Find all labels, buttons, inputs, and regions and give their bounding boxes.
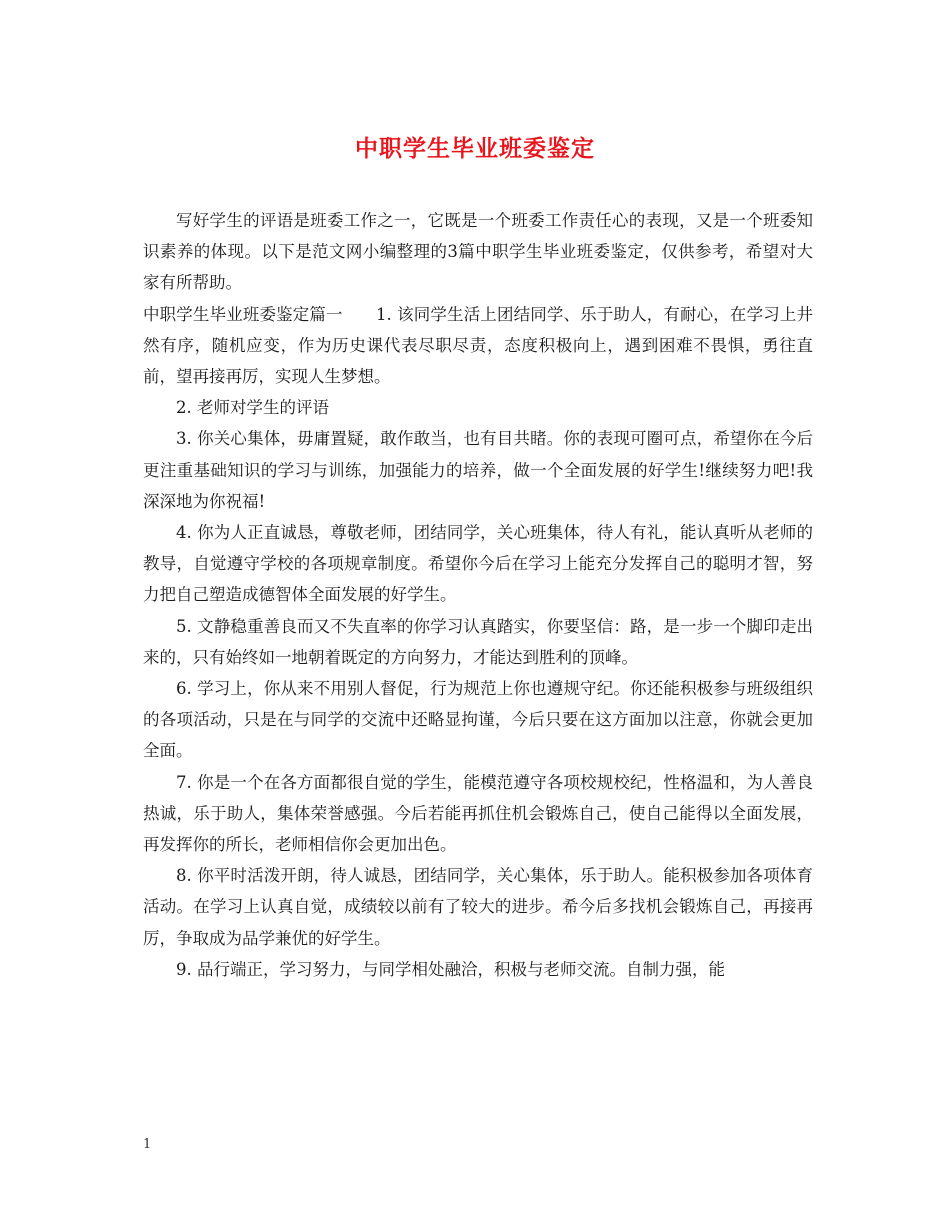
list-item-4: 4. 你为人正直诚恳，尊敬老师，团结同学，关心班集体，待人有礼，能认真听从老师的教导，自觉遵守学校的各项规章制度。希望你今后在学习上能充分发挥自己的聪明才智，努力把自己塑造成德智体全面发展的好学生。 bbox=[143, 523, 813, 605]
document-title: 中职学生毕业班委鉴定 bbox=[355, 135, 595, 162]
list-item-8: 8. 你平时活泼开朗，待人诚恳，团结同学，关心集体，乐于助人。能积极参加各项体育活动。在学习上认真自觉，成绩较以前有了较大的进步。希今后多找机会锻炼自己，再接再厉，争取成为品学兼优的好学生。 bbox=[143, 866, 813, 948]
section-one-paragraph: 中职学生毕业班委鉴定篇一 1. 该同学生活上团结同学、乐于助人，有耐心，在学习上井然有序，随机应变，作为历史课代表尽职尽责，态度积极向上，遇到困难不畏惧，勇往直前，望再接再厉，实现人生梦想。 bbox=[143, 304, 813, 387]
document-body bbox=[143, 205, 813, 985]
list-item-6: 6. 学习上，你从来不用别人督促，行为规范上你也遵规守纪。你还能积极参与班级组织的各项活动，只是在与同学的交流中还略显拘谨，今后只要在这方面加以注意，你就会更加全面。 bbox=[143, 679, 813, 761]
list-item-2: 2. 老师对学生的评语 bbox=[176, 398, 329, 418]
list-item-3: 3. 你关心集体，毋庸置疑，敢作敢当，也有目共睹。你的表现可圈可点，希望你在今后更注重基础知识的学习与训练，加强能力的培养，做一个全面发展的好学生!继续努力吧!我深深地为你祝福! bbox=[143, 429, 813, 511]
intro-paragraph: 写好学生的评语是班委工作之一，它既是一个班委工作责任心的表现，又是一个班委知识素养的体现。以下是范文网小编整理的3篇中职学生毕业班委鉴定，仅供参考，希望对大家有所帮助。 bbox=[143, 211, 813, 293]
page-number: 1 bbox=[143, 1137, 152, 1152]
list-item-5: 5. 文静稳重善良而又不失直率的你学习认真踏实，你要坚信：路，是一步一个脚印走出来的，只有始终如一地朝着既定的方向努力，才能达到胜利的顶峰。 bbox=[143, 616, 813, 667]
list-item-9: 9. 品行端正，学习努力，与同学相处融洽，积极与老师交流。自制力强，能 bbox=[176, 959, 725, 979]
list-item-7: 7. 你是一个在各方面都很自觉的学生，能模范遵守各项校规校纪，性格温和，为人善良热诚，乐于助人，集体荣誉感强。今后若能再抓住机会锻炼自己，使自己能得以全面发展，再发挥你的所长，老师相信你会更加出色。 bbox=[143, 772, 813, 855]
